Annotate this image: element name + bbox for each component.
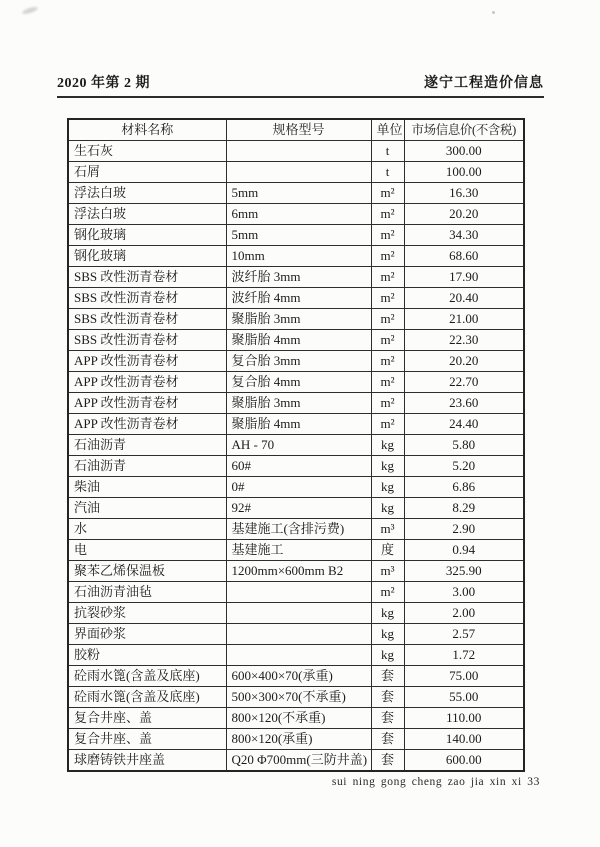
price-cell: 110.00: [404, 708, 524, 729]
price-cell: 5.20: [404, 456, 524, 477]
spec-cell: [226, 603, 371, 624]
price-cell: 20.20: [404, 204, 524, 225]
table-row: [68, 750, 524, 772]
price-cell: 16.30: [404, 183, 524, 204]
table-row: [68, 582, 524, 603]
scan-smudge: [22, 6, 39, 16]
price-cell: 0.94: [404, 540, 524, 561]
unit-cell: m³: [371, 519, 404, 540]
table-row: [68, 225, 524, 246]
material-name-cell: 石屑: [68, 162, 226, 183]
material-name-cell: 球磨铸铁井座盖: [68, 750, 226, 772]
spec-cell: 聚脂胎 3mm: [226, 393, 371, 414]
spec-cell: [226, 141, 371, 162]
spec-cell: 800×120(不承重): [226, 708, 371, 729]
table-row: [68, 645, 524, 666]
table-row: [68, 519, 524, 540]
unit-cell: m²: [371, 330, 404, 351]
price-cell: 6.86: [404, 477, 524, 498]
issue-label: 2020 年第 2 期: [57, 76, 150, 91]
table-row: [68, 414, 524, 435]
material-name-cell: 复合井座、盖: [68, 729, 226, 750]
spec-cell: 5mm: [226, 183, 371, 204]
material-name-cell: 电: [68, 540, 226, 561]
unit-cell: m²: [371, 246, 404, 267]
table-row: [68, 666, 524, 687]
price-cell: 2.57: [404, 624, 524, 645]
price-cell: 75.00: [404, 666, 524, 687]
unit-cell: 套: [371, 666, 404, 687]
price-cell: 140.00: [404, 729, 524, 750]
spec-cell: 60#: [226, 456, 371, 477]
unit-cell: t: [371, 141, 404, 162]
material-name-cell: 水: [68, 519, 226, 540]
unit-cell: m²: [371, 267, 404, 288]
material-name-cell: 砼雨水篦(含盖及底座): [68, 666, 226, 687]
spec-cell: 10mm: [226, 246, 371, 267]
spec-cell: 92#: [226, 498, 371, 519]
spec-cell: [226, 624, 371, 645]
price-cell: 55.00: [404, 687, 524, 708]
price-cell: 68.60: [404, 246, 524, 267]
price-cell: 17.90: [404, 267, 524, 288]
header-market-price: 市场信息价(不含税): [404, 119, 524, 141]
price-cell: 325.90: [404, 561, 524, 582]
spec-cell: [226, 645, 371, 666]
price-cell: 3.00: [404, 582, 524, 603]
table-row: [68, 456, 524, 477]
table-row: [68, 603, 524, 624]
material-name-cell: 汽油: [68, 498, 226, 519]
price-cell: 21.00: [404, 309, 524, 330]
material-name-cell: 胶粉: [68, 645, 226, 666]
unit-cell: 套: [371, 708, 404, 729]
material-name-cell: 复合井座、盖: [68, 708, 226, 729]
table-header-row: [68, 119, 524, 141]
material-name-cell: 浮法白玻: [68, 204, 226, 225]
material-name-cell: SBS 改性沥青卷材: [68, 267, 226, 288]
table-row: [68, 561, 524, 582]
table-header: [68, 119, 524, 141]
table-row: [68, 435, 524, 456]
table-row: [68, 330, 524, 351]
price-cell: 2.00: [404, 603, 524, 624]
price-cell: 20.40: [404, 288, 524, 309]
price-cell: 34.30: [404, 225, 524, 246]
unit-cell: m²: [371, 372, 404, 393]
spec-cell: 复合胎 4mm: [226, 372, 371, 393]
price-cell: 24.40: [404, 414, 524, 435]
table-row: [68, 288, 524, 309]
header-unit: 单位: [371, 119, 404, 141]
table-row: [68, 246, 524, 267]
spec-cell: [226, 582, 371, 603]
price-cell: 5.80: [404, 435, 524, 456]
material-name-cell: 石油沥青: [68, 456, 226, 477]
material-name-cell: 柴油: [68, 477, 226, 498]
price-cell: 100.00: [404, 162, 524, 183]
spec-cell: 波纤胎 3mm: [226, 267, 371, 288]
unit-cell: m²: [371, 183, 404, 204]
spec-cell: 聚脂胎 4mm: [226, 330, 371, 351]
spec-cell: 复合胎 3mm: [226, 351, 371, 372]
header-material-name: 材料名称: [68, 119, 226, 141]
spec-cell: 800×120(承重): [226, 729, 371, 750]
header-rule: [57, 96, 544, 98]
table-row: [68, 708, 524, 729]
spec-cell: 5mm: [226, 225, 371, 246]
table-row: [68, 498, 524, 519]
price-cell: 2.90: [404, 519, 524, 540]
unit-cell: kg: [371, 498, 404, 519]
unit-cell: t: [371, 162, 404, 183]
table-row: [68, 372, 524, 393]
spec-cell: 波纤胎 4mm: [226, 288, 371, 309]
unit-cell: m²: [371, 351, 404, 372]
material-name-cell: SBS 改性沥青卷材: [68, 309, 226, 330]
price-cell: 600.00: [404, 750, 524, 772]
table-row: [68, 540, 524, 561]
spec-cell: [226, 162, 371, 183]
table-row: [68, 351, 524, 372]
table-row: [68, 162, 524, 183]
spec-cell: 基建施工: [226, 540, 371, 561]
material-name-cell: 砼雨水篦(含盖及底座): [68, 687, 226, 708]
spec-cell: 500×300×70(不承重): [226, 687, 371, 708]
table-row: [68, 141, 524, 162]
table-row: [68, 183, 524, 204]
material-name-cell: 界面砂浆: [68, 624, 226, 645]
spec-cell: 600×400×70(承重): [226, 666, 371, 687]
material-name-cell: APP 改性沥青卷材: [68, 351, 226, 372]
scan-speck: [492, 11, 495, 14]
material-name-cell: 石油沥青油毡: [68, 582, 226, 603]
unit-cell: kg: [371, 435, 404, 456]
table-row: [68, 729, 524, 750]
page-footer: sui ning gong cheng zao jia xin xi 33: [331, 776, 540, 788]
material-name-cell: SBS 改性沥青卷材: [68, 288, 226, 309]
unit-cell: m³: [371, 561, 404, 582]
price-cell: 1.72: [404, 645, 524, 666]
table-row: [68, 393, 524, 414]
price-cell: 300.00: [404, 141, 524, 162]
material-name-cell: 抗裂砂浆: [68, 603, 226, 624]
price-cell: 22.30: [404, 330, 524, 351]
material-name-cell: APP 改性沥青卷材: [68, 414, 226, 435]
material-name-cell: 石油沥青: [68, 435, 226, 456]
material-name-cell: SBS 改性沥青卷材: [68, 330, 226, 351]
running-header: [57, 72, 544, 92]
material-name-cell: 浮法白玻: [68, 183, 226, 204]
unit-cell: m²: [371, 582, 404, 603]
unit-cell: 套: [371, 729, 404, 750]
table-row: [68, 309, 524, 330]
spec-cell: AH - 70: [226, 435, 371, 456]
price-cell: 20.20: [404, 351, 524, 372]
unit-cell: m²: [371, 225, 404, 246]
unit-cell: kg: [371, 456, 404, 477]
unit-cell: m²: [371, 288, 404, 309]
table-row: [68, 267, 524, 288]
spec-cell: 聚脂胎 3mm: [226, 309, 371, 330]
table-row: [68, 477, 524, 498]
material-name-cell: 聚苯乙烯保温板: [68, 561, 226, 582]
material-name-cell: 生石灰: [68, 141, 226, 162]
spec-cell: 基建施工(含排污费): [226, 519, 371, 540]
unit-cell: m²: [371, 204, 404, 225]
unit-cell: 套: [371, 687, 404, 708]
table-body: [68, 141, 524, 772]
spec-cell: 0#: [226, 477, 371, 498]
spec-cell: 聚脂胎 4mm: [226, 414, 371, 435]
price-cell: 23.60: [404, 393, 524, 414]
table-row: [68, 204, 524, 225]
price-cell: 22.70: [404, 372, 524, 393]
table-row: [68, 624, 524, 645]
material-price-table: [67, 118, 525, 772]
unit-cell: kg: [371, 477, 404, 498]
unit-cell: m²: [371, 414, 404, 435]
material-name-cell: 钢化玻璃: [68, 225, 226, 246]
unit-cell: 度: [371, 540, 404, 561]
material-name-cell: APP 改性沥青卷材: [68, 372, 226, 393]
unit-cell: kg: [371, 645, 404, 666]
unit-cell: kg: [371, 603, 404, 624]
table-row: [68, 687, 524, 708]
price-cell: 8.29: [404, 498, 524, 519]
unit-cell: 套: [371, 750, 404, 772]
unit-cell: m²: [371, 393, 404, 414]
unit-cell: m²: [371, 309, 404, 330]
spec-cell: 6mm: [226, 204, 371, 225]
material-name-cell: APP 改性沥青卷材: [68, 393, 226, 414]
header-spec-model: 规格型号: [226, 119, 371, 141]
spec-cell: Q20 Φ700mm(三防井盖): [226, 750, 371, 772]
material-name-cell: 钢化玻璃: [68, 246, 226, 267]
publication-title: 遂宁工程造价信息: [424, 76, 544, 91]
spec-cell: 1200mm×600mm B2: [226, 561, 371, 582]
unit-cell: kg: [371, 624, 404, 645]
